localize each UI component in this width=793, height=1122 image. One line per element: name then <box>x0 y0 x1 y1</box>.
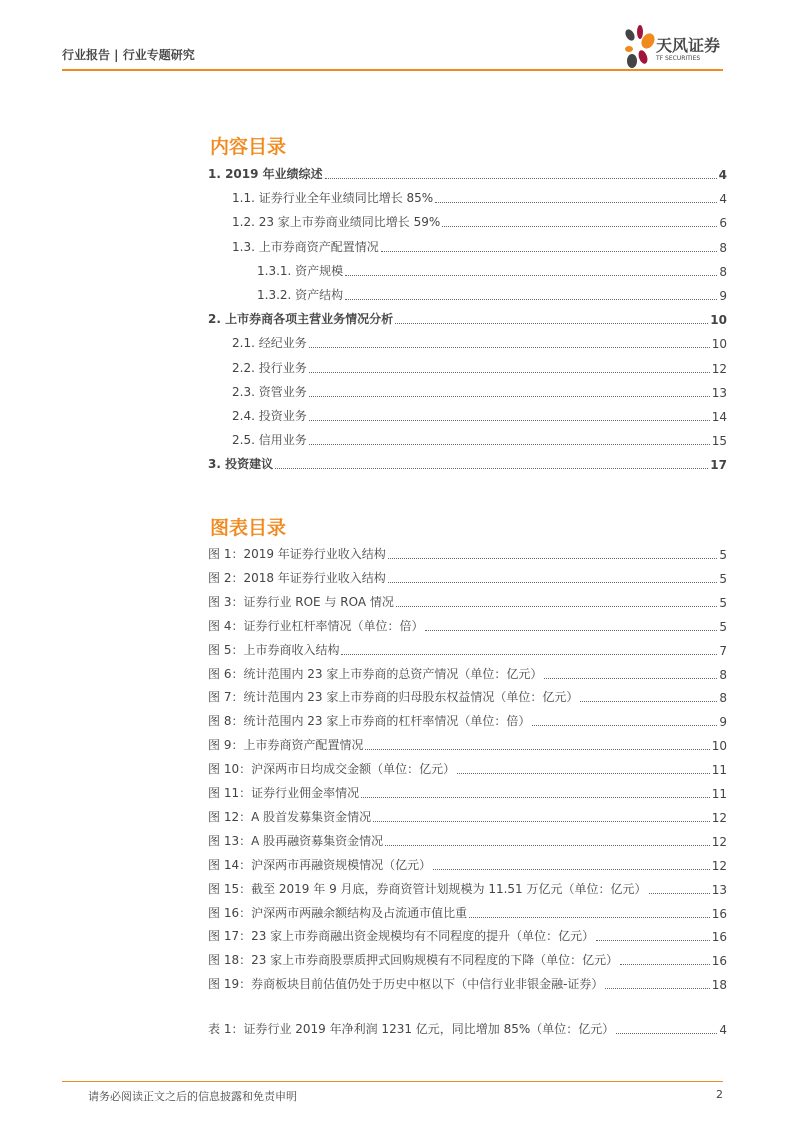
logo-english: TF SECURITIES <box>656 55 701 62</box>
entry-label: 图 13：A 股再融资募集资金情况 <box>208 833 384 848</box>
figure-entry[interactable] <box>208 761 727 777</box>
toc-entry[interactable] <box>208 311 727 327</box>
dot-leader <box>345 299 717 300</box>
dot-leader <box>309 420 710 421</box>
entry-label: 图 17：23 家上市券商融出资金规模均有不同程度的提升（单位：亿元） <box>208 929 595 944</box>
dot-leader <box>396 606 718 607</box>
entry-label: 2.1. 经纪业务 <box>232 336 307 351</box>
entry-label: 2.2. 投行业务 <box>232 360 307 375</box>
entry-page: 16 <box>711 930 727 945</box>
entry-page: 14 <box>711 410 727 424</box>
figures-title: 图表目录 <box>210 517 287 539</box>
dot-leader <box>309 372 710 373</box>
entry-label: 图 19：券商板块目前估值仍处于历史中枢以下（中信行业非银金融-证券） <box>208 977 604 992</box>
entry-label: 图 16：沪深两市两融余额结构及占流通市值比重 <box>208 905 468 920</box>
dot-leader <box>373 821 710 822</box>
figure-entry[interactable] <box>208 737 727 753</box>
entry-label: 图 6：统计范围内 23 家上市券商的总资产情况（单位：亿元） <box>208 666 543 681</box>
disclaimer: 请务必阅读正文之后的信息披露和免责申明 <box>88 1090 297 1103</box>
entry-page: 6 <box>719 216 727 231</box>
toc-entry[interactable] <box>232 408 727 424</box>
figure-entry[interactable] <box>208 666 727 682</box>
dot-leader <box>435 202 717 203</box>
dot-leader <box>341 654 717 655</box>
dot-leader <box>345 275 717 276</box>
entry-label: 1. 2019 年业绩综述 <box>208 167 323 181</box>
entry-label: 图 2：2018 年证券行业收入结构 <box>208 570 386 585</box>
entry-page: 17 <box>710 458 727 473</box>
entry-page: 11 <box>711 763 727 778</box>
dot-leader <box>385 845 710 846</box>
entry-page: 16 <box>711 954 727 969</box>
dot-leader <box>580 701 717 702</box>
figure-entry[interactable] <box>208 976 727 992</box>
toc-entry[interactable] <box>208 166 727 182</box>
toc-entry[interactable] <box>257 287 727 303</box>
dot-leader <box>620 964 710 965</box>
figure-entry[interactable] <box>208 905 727 921</box>
entry-page: 13 <box>711 882 727 897</box>
entry-label: 图 7：统计范围内 23 家上市券商的归母股东权益情况（单位：亿元） <box>208 690 579 705</box>
dot-leader <box>544 678 717 679</box>
figure-entry[interactable] <box>208 785 727 801</box>
table-entry[interactable] <box>208 1021 727 1037</box>
toc-entry[interactable] <box>232 190 727 206</box>
entry-page: 12 <box>711 858 727 873</box>
figure-entry[interactable] <box>208 857 727 873</box>
toc-entry[interactable] <box>232 335 727 351</box>
entry-page: 8 <box>719 691 727 706</box>
toc-entry[interactable] <box>232 214 727 230</box>
page-number: 2 <box>716 1088 723 1101</box>
entry-label: 图 5：上市券商收入结构 <box>208 642 340 657</box>
entry-page: 8 <box>719 667 727 682</box>
entry-label: 表 1：证券行业 2019 年净利润 1231 亿元，同比增加 85%（单位：亿元） <box>208 1022 615 1036</box>
dot-leader <box>309 396 710 397</box>
dot-leader <box>388 558 718 559</box>
entry-page: 12 <box>711 834 727 849</box>
toc-entry[interactable] <box>208 456 727 472</box>
entry-label: 1.2. 23 家上市券商业绩同比增长 59% <box>232 215 441 230</box>
entry-label: 1.3. 上市券商资产配置情况 <box>232 239 379 254</box>
entry-label: 2.3. 资管业务 <box>232 384 307 399</box>
dot-leader <box>649 893 710 894</box>
toc-entry[interactable] <box>232 239 727 255</box>
entry-label: 图 1：2019 年证券行业收入结构 <box>208 547 386 561</box>
dot-leader <box>381 251 718 252</box>
entry-label: 2.5. 信用业务 <box>232 433 307 448</box>
figure-entry[interactable] <box>208 570 727 586</box>
entry-page: 5 <box>719 571 727 586</box>
entry-label: 3. 投资建议 <box>208 457 274 472</box>
entry-page: 12 <box>711 810 727 825</box>
entry-label: 图 3：证券行业 ROE 与 ROA 情况 <box>208 594 394 609</box>
entry-page: 4 <box>719 1023 727 1037</box>
entry-page: 10 <box>710 313 727 328</box>
tf-securities-logo <box>622 25 732 69</box>
entry-label: 图 18：23 家上市券商股票质押式回购规模有不同程度的下降（单位：亿元） <box>208 953 619 968</box>
figure-entry[interactable] <box>208 713 727 729</box>
dot-leader <box>309 347 710 348</box>
figure-entry[interactable] <box>208 833 727 849</box>
entry-page: 5 <box>719 619 727 634</box>
toc-entry[interactable] <box>232 432 727 448</box>
logo-name: 天风证券 <box>656 36 721 55</box>
figure-entry[interactable] <box>208 689 727 705</box>
dot-leader <box>388 582 718 583</box>
entry-label: 2.4. 投资业务 <box>232 409 307 423</box>
entry-label: 图 8：统计范围内 23 家上市券商的杠杆率情况（单位：倍） <box>208 714 531 729</box>
figure-entry[interactable] <box>208 642 727 658</box>
entry-page: 12 <box>711 361 727 376</box>
entry-page: 10 <box>711 337 727 352</box>
dot-leader <box>596 940 710 941</box>
entry-label: 1.3.1. 资产规模 <box>257 263 344 278</box>
entry-page: 16 <box>711 906 727 921</box>
entry-page: 5 <box>719 548 727 562</box>
entry-page: 18 <box>711 978 727 993</box>
header-divider <box>62 69 723 71</box>
entry-label: 1.3.2. 资产结构 <box>257 288 344 302</box>
entry-page: 5 <box>719 595 727 610</box>
entry-page: 8 <box>719 240 727 255</box>
entry-label: 图 11：证券行业佣金率情况 <box>208 786 360 800</box>
figure-entry[interactable] <box>208 952 727 968</box>
entry-label: 图 4：证券行业杠杆率情况（单位：倍） <box>208 618 424 633</box>
dot-leader <box>616 1033 717 1034</box>
entry-label: 图 15：截至 2019 年 9 月底，券商资管计划规模为 11.51 万亿元（单位：亿元） <box>208 881 647 896</box>
footer-divider <box>62 1081 723 1082</box>
dot-leader <box>469 917 710 918</box>
contents-title: 内容目录 <box>210 136 287 158</box>
entry-page: 7 <box>719 643 727 658</box>
entry-page: 4 <box>718 168 727 182</box>
toc-entry[interactable] <box>232 360 727 376</box>
dot-leader <box>275 468 708 469</box>
logo-petals-icon <box>622 25 656 69</box>
entry-page: 11 <box>711 787 727 801</box>
figure-entry[interactable] <box>208 594 727 610</box>
dot-leader <box>532 725 717 726</box>
entry-label: 1.1. 证券行业全年业绩同比增长 85% <box>232 191 434 206</box>
figure-entry[interactable] <box>208 809 727 825</box>
entry-page: 4 <box>719 192 727 207</box>
dot-leader <box>605 988 709 989</box>
entry-page: 13 <box>711 385 727 400</box>
entry-label: 图 10：沪深两市日均成交金额（单位：亿元） <box>208 762 456 777</box>
figure-entry[interactable] <box>208 928 727 944</box>
figure-entry[interactable] <box>208 546 727 562</box>
toc-entry[interactable] <box>232 384 727 400</box>
dot-leader <box>425 630 717 631</box>
entry-label: 图 14：沪深两市再融资规模情况（亿元） <box>208 857 432 872</box>
dot-leader <box>361 797 710 798</box>
dot-leader <box>309 444 710 445</box>
entry-page: 9 <box>719 289 727 303</box>
dot-leader <box>442 226 717 227</box>
entry-label: 图 12：A 股首发募集资金情况 <box>208 809 372 824</box>
entry-page: 9 <box>719 715 727 730</box>
figure-entry[interactable] <box>208 618 727 634</box>
dot-leader <box>433 869 710 870</box>
figure-entry[interactable] <box>208 881 727 897</box>
report-category: 行业报告 | 行业专题研究 <box>62 48 195 62</box>
entry-page: 8 <box>719 264 727 279</box>
entry-label: 2. 上市券商各项主营业务情况分析 <box>208 312 394 327</box>
dot-leader <box>365 749 709 750</box>
entry-page: 15 <box>711 434 727 449</box>
toc-entry[interactable] <box>257 263 727 279</box>
dot-leader <box>325 178 717 179</box>
dot-leader <box>395 323 708 324</box>
entry-label: 图 9：上市券商资产配置情况 <box>208 738 364 753</box>
entry-page: 10 <box>711 739 727 754</box>
dot-leader <box>457 773 710 774</box>
